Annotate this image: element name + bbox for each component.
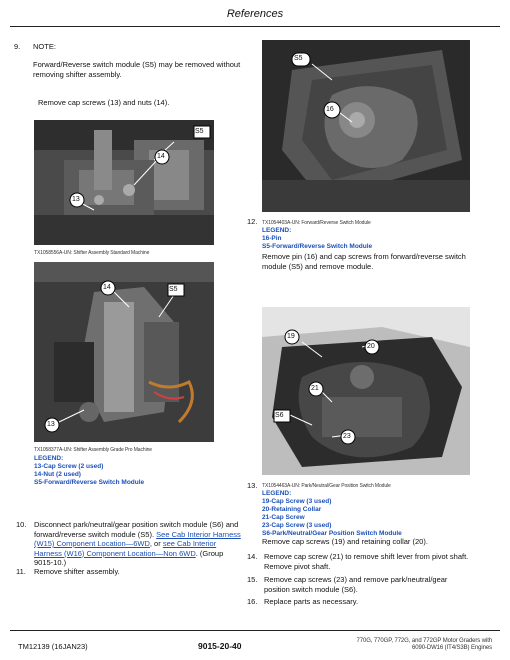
callout-16: 16 xyxy=(326,106,334,113)
legend-item: 14-Nut (2 used) xyxy=(34,471,81,478)
step-16-number: 16. xyxy=(247,597,258,606)
step-14-number: 14. xyxy=(247,552,258,561)
legend-park-neutral xyxy=(262,490,402,538)
legend-item: S6-Park/Neutral/Gear Position Switch Module xyxy=(262,530,402,537)
step-9-instruction: Remove cap screws (13) and nuts (14). xyxy=(38,98,170,107)
step-10-text xyxy=(34,520,242,568)
callout-13: 13 xyxy=(47,421,55,428)
footer-model-line1: 770G, 770GP, 772G, and 772GP Motor Graders with xyxy=(356,638,492,644)
step-9-note: NOTE: xyxy=(33,42,56,51)
legend-item: S5-Forward/Reverse Switch Module xyxy=(34,479,145,486)
step-11-number: 11. xyxy=(16,567,26,576)
step-9-note-text: Forward/Reverse switch module (S5) may be removed without removing shifter assembly. xyxy=(33,60,241,79)
callout-21: 21 xyxy=(311,385,319,392)
photo-shifter-grade-pro xyxy=(34,262,214,442)
legend-item: 19-Cap Screw (3 used) xyxy=(262,498,332,505)
footer-doc-id: TM12139 (16JAN23) xyxy=(18,642,88,651)
photo-shifter-standard xyxy=(34,120,214,245)
footer-page-number: 9015-20-40 xyxy=(198,641,242,651)
photo-park-neutral-module xyxy=(262,307,470,475)
legend-title: LEGEND: xyxy=(262,227,292,234)
callout-s6: S6 xyxy=(275,412,284,419)
callout-14: 14 xyxy=(157,153,165,160)
step-13-number: 13. xyxy=(247,481,258,490)
page-header-title: References xyxy=(226,8,284,20)
legend-item: 20-Retaining Collar xyxy=(262,506,322,513)
link-cab-harness-w16[interactable]: see Cab Interior Harness (W16) Component Location—Non 6WD xyxy=(34,539,217,558)
legend-item: 16-Pin xyxy=(262,235,282,242)
step-13-caption: TX1054463A-UN: Park/Neutral/Gear Position Switch Module xyxy=(262,483,391,489)
step-10-text-c: . (Group 9015-10.) xyxy=(34,548,224,567)
step-10-number: 10. xyxy=(16,520,27,529)
step-10-text-b: , or xyxy=(149,539,161,548)
photo-shifter-grade-pro-caption: TX1058377A-UN: Shifter Assembly Grade Pro Machine xyxy=(34,447,152,453)
callout-23: 23 xyxy=(343,433,351,440)
step-12-caption: TX1054403A-UN: Forward/Reverse Switch Module xyxy=(262,220,371,226)
header-rule xyxy=(10,26,500,27)
legend-forward-reverse xyxy=(262,227,372,251)
footer-model-line2: 6090-DW16 (IT4/S3B) Engines xyxy=(411,645,492,651)
callout-s5: S5 xyxy=(294,55,303,62)
step-12-number: 12. xyxy=(247,217,258,226)
step-10-text-a: Disconnect park/neutral/gear position switch module (S6) and forward/reverse switch module (S5). xyxy=(34,520,239,539)
legend-shifter xyxy=(34,455,144,487)
callout-20: 20 xyxy=(367,343,375,350)
step-13-text: Remove cap screws (19) and retaining collar (20). xyxy=(262,537,428,546)
legend-item: 23-Cap Screw (3 used) xyxy=(262,522,332,529)
footer-rule xyxy=(10,630,500,631)
photo-shifter-grade-pro-image xyxy=(34,262,214,442)
photo-forward-reverse-module-image xyxy=(262,40,470,212)
legend-title: LEGEND: xyxy=(34,455,64,462)
photo-forward-reverse-module xyxy=(262,40,470,212)
step-16-text: Replace parts as necessary. xyxy=(264,597,359,606)
step-9-number: 9. xyxy=(14,42,21,51)
photo-shifter-standard-caption: TX1058556A-UN: Shifter Assembly Standard Machine xyxy=(34,250,150,256)
link-cab-harness-w15[interactable]: See Cab Interior Harness (W15) Component Location—6WD xyxy=(34,529,241,548)
legend-item: 21-Cap Screw xyxy=(262,514,305,521)
step-12-text: Remove pin (16) and cap screws from forward/reverse switch module (S5) and remove module. xyxy=(262,252,466,271)
step-15-number: 15. xyxy=(247,575,258,584)
callout-13: 13 xyxy=(72,196,80,203)
legend-item: 13-Cap Screw (2 used) xyxy=(34,463,104,470)
step-14-text: Remove cap screw (21) to remove shift lever from pivot shaft. Remove pivot shaft. xyxy=(264,552,469,571)
callout-s5: S5 xyxy=(195,128,204,135)
callout-14: 14 xyxy=(103,284,111,291)
footer-model xyxy=(302,638,492,652)
step-15-text: Remove cap screws (23) and remove park/neutral/gear position switch module (S6). xyxy=(264,575,448,594)
legend-title: LEGEND: xyxy=(262,490,292,497)
callout-s5: S5 xyxy=(169,286,178,293)
legend-item: S5-Forward/Reverse Switch Module xyxy=(262,243,373,250)
step-11-text: Remove shifter assembly. xyxy=(34,567,120,576)
photo-shifter-standard-image xyxy=(34,120,214,245)
callout-19: 19 xyxy=(287,333,295,340)
